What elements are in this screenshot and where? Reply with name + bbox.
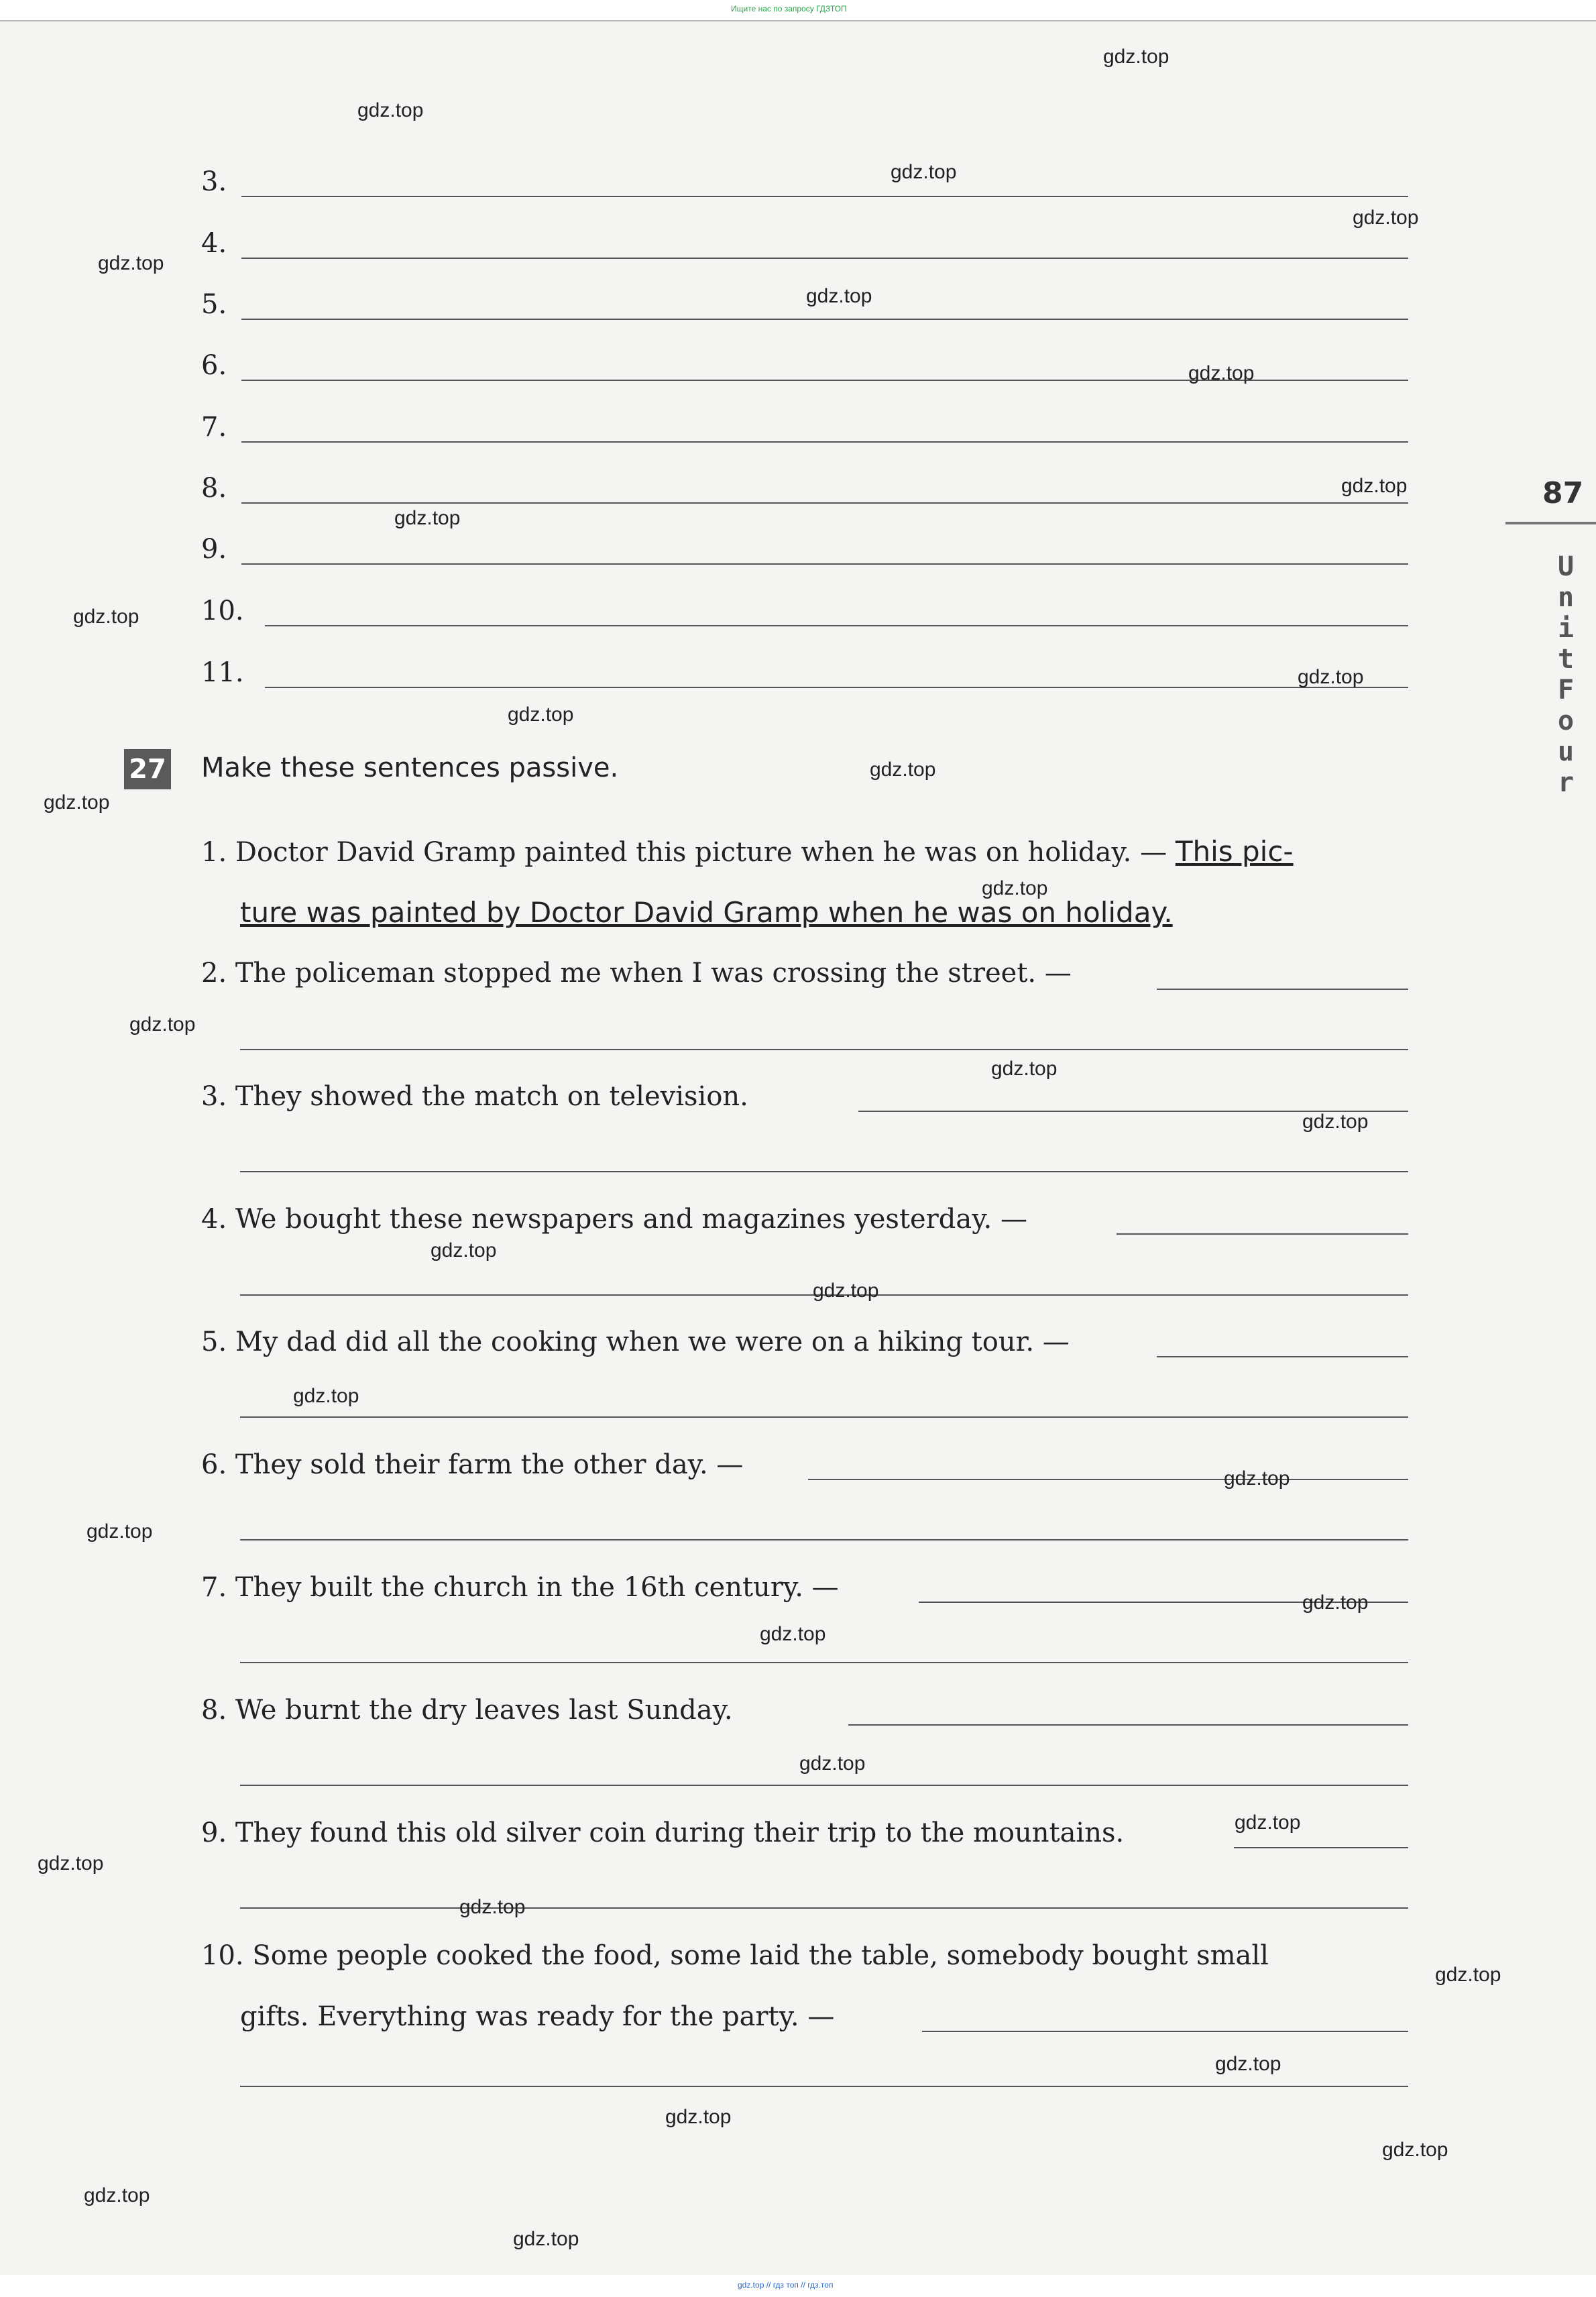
answer-rule <box>241 258 1408 259</box>
answer-rule[interactable] <box>1234 1847 1408 1848</box>
unit-label-char: u <box>1557 736 1575 767</box>
answer-rule <box>241 319 1408 320</box>
line-number: 3. <box>201 166 227 197</box>
unit-label-char: o <box>1557 706 1575 736</box>
watermark: gdz.top <box>1188 362 1255 384</box>
exercise-number-badge: 27 <box>124 749 171 789</box>
exercise-item-5 <box>201 1327 1070 1357</box>
watermark: gdz.top <box>1298 666 1364 688</box>
answer-rule <box>265 687 1408 688</box>
item-text: 5. My dad did all the cooking when we were on a hiking tour. — <box>201 1327 1070 1357</box>
line-number: 8. <box>201 473 227 504</box>
exercise-item-1-continued <box>240 896 1173 929</box>
handwritten-answer: This pic- <box>1175 835 1294 868</box>
exercise-item-10 <box>201 1940 1269 1971</box>
exercise-item-9 <box>201 1817 1124 1848</box>
answer-rule[interactable] <box>848 1724 1408 1726</box>
watermark: gdz.top <box>1302 1111 1369 1133</box>
watermark: gdz.top <box>394 507 461 529</box>
answer-rule[interactable] <box>240 1171 1408 1172</box>
watermark: gdz.top <box>1302 1591 1369 1614</box>
unit-label <box>1549 551 1583 798</box>
watermark: gdz.top <box>799 1752 866 1775</box>
answer-line-3[interactable] <box>201 166 1408 200</box>
line-number: 9. <box>201 534 227 565</box>
watermark: gdz.top <box>1341 475 1408 497</box>
item-text: 7. They built the church in the 16th century. — <box>201 1572 839 1603</box>
unit-label-char: F <box>1557 675 1575 706</box>
unit-label-char: r <box>1557 767 1575 798</box>
watermark: gdz.top <box>84 2184 150 2206</box>
answer-rule[interactable] <box>240 1907 1408 1909</box>
answer-line-8[interactable] <box>201 473 1408 506</box>
answer-rule[interactable] <box>1117 1233 1408 1235</box>
watermark: gdz.top <box>891 161 957 183</box>
answer-line-10[interactable] <box>201 596 1408 629</box>
watermark: gdz.top <box>87 1520 153 1543</box>
answer-line-7[interactable] <box>201 412 1408 445</box>
page-number: 87 <box>1542 476 1584 510</box>
exercise-item-7 <box>201 1572 839 1603</box>
bottom-banner-link[interactable]: gdz.top // гдз топ // гдз.топ <box>738 2280 834 2290</box>
handwritten-answer: ture was painted by Doctor David Gramp when he was on holiday. <box>240 896 1173 929</box>
watermark: gdz.top <box>508 704 574 726</box>
answer-rule[interactable] <box>1157 989 1408 990</box>
watermark: gdz.top <box>1382 2139 1448 2161</box>
line-number: 5. <box>201 289 227 320</box>
answer-rule[interactable] <box>808 1479 1408 1480</box>
watermark: gdz.top <box>513 2228 579 2250</box>
watermark: gdz.top <box>870 759 936 781</box>
page-number-rule <box>1505 522 1596 524</box>
line-number: 6. <box>201 350 227 381</box>
item-text: 2. The policeman stopped me when I was crossing the street. — <box>201 958 1072 989</box>
item-text: 8. We burnt the dry leaves last Sunday. <box>201 1695 733 1726</box>
line-number: 4. <box>201 228 227 259</box>
watermark: gdz.top <box>44 791 110 814</box>
answer-rule[interactable] <box>240 1049 1408 1050</box>
exercise-item-6 <box>201 1449 743 1480</box>
exercise-item-1 <box>201 835 1294 868</box>
item-text: 3. They showed the match on television. <box>201 1081 748 1112</box>
item-text: 10. Some people cooked the food, some laid the table, somebody bought small <box>201 1940 1269 1971</box>
answer-rule[interactable] <box>922 2031 1408 2032</box>
answer-line-11[interactable] <box>201 657 1408 691</box>
answer-rule <box>265 625 1408 626</box>
line-number: 10. <box>201 596 244 626</box>
exercise-item-10-continued <box>240 2001 834 2032</box>
answer-rule[interactable] <box>240 1662 1408 1663</box>
exercise-instruction: Make these sentences passive. <box>201 752 619 783</box>
unit-label-char: t <box>1557 644 1575 675</box>
watermark: gdz.top <box>459 1896 526 1918</box>
watermark: gdz.top <box>357 99 424 121</box>
answer-line-4[interactable] <box>201 228 1408 262</box>
line-number: 11. <box>201 657 244 688</box>
watermark: gdz.top <box>665 2106 732 2128</box>
answer-rule <box>241 563 1408 565</box>
watermark: gdz.top <box>38 1852 104 1874</box>
watermark: gdz.top <box>1103 46 1170 68</box>
watermark: gdz.top <box>991 1058 1058 1080</box>
item-text: 9. They found this old silver coin during their trip to the mountains. <box>201 1817 1125 1848</box>
watermark: gdz.top <box>1235 1811 1301 1834</box>
exercise-item-8 <box>201 1695 733 1726</box>
watermark: gdz.top <box>1224 1467 1290 1490</box>
unit-label-char: i <box>1557 613 1575 644</box>
answer-rule <box>241 502 1408 504</box>
item-text: 6. They sold their farm the other day. — <box>201 1449 744 1480</box>
answer-line-5[interactable] <box>201 289 1408 323</box>
unit-label-char: U <box>1557 551 1575 582</box>
answer-rule[interactable] <box>240 1785 1408 1786</box>
exercise-item-2 <box>201 958 1072 989</box>
watermark: gdz.top <box>431 1239 497 1262</box>
answer-rule[interactable] <box>240 1539 1408 1540</box>
item-text: 1. Doctor David Gramp painted this picture when he was on holiday. — <box>201 837 1167 868</box>
answer-rule[interactable] <box>240 2086 1408 2087</box>
unit-label-char: n <box>1557 582 1575 613</box>
item-text: gifts. Everything was ready for the party. — <box>240 2001 835 2032</box>
watermark: gdz.top <box>806 285 872 307</box>
line-number: 7. <box>201 412 227 443</box>
watermark: gdz.top <box>760 1623 826 1645</box>
answer-rule <box>241 196 1408 197</box>
watermark: gdz.top <box>293 1385 359 1407</box>
exercise-item-3 <box>201 1081 748 1112</box>
watermark: gdz.top <box>73 606 139 628</box>
answer-rule[interactable] <box>240 1416 1408 1418</box>
answer-rule <box>241 441 1408 443</box>
exercise-item-4 <box>201 1204 1027 1235</box>
watermark: gdz.top <box>129 1013 196 1035</box>
watermark: gdz.top <box>98 252 164 274</box>
watermark: gdz.top <box>813 1280 879 1302</box>
watermark: gdz.top <box>1435 1964 1501 1986</box>
item-text: 4. We bought these newspapers and magazines yesterday. — <box>201 1204 1027 1235</box>
watermark: gdz.top <box>982 877 1048 899</box>
answer-line-9[interactable] <box>201 534 1408 567</box>
answer-rule[interactable] <box>1157 1356 1408 1357</box>
top-banner-link[interactable]: Ищите нас по запросу ГДЗТОП <box>731 4 847 13</box>
watermark: gdz.top <box>1353 207 1419 229</box>
watermark: gdz.top <box>1215 2053 1281 2075</box>
